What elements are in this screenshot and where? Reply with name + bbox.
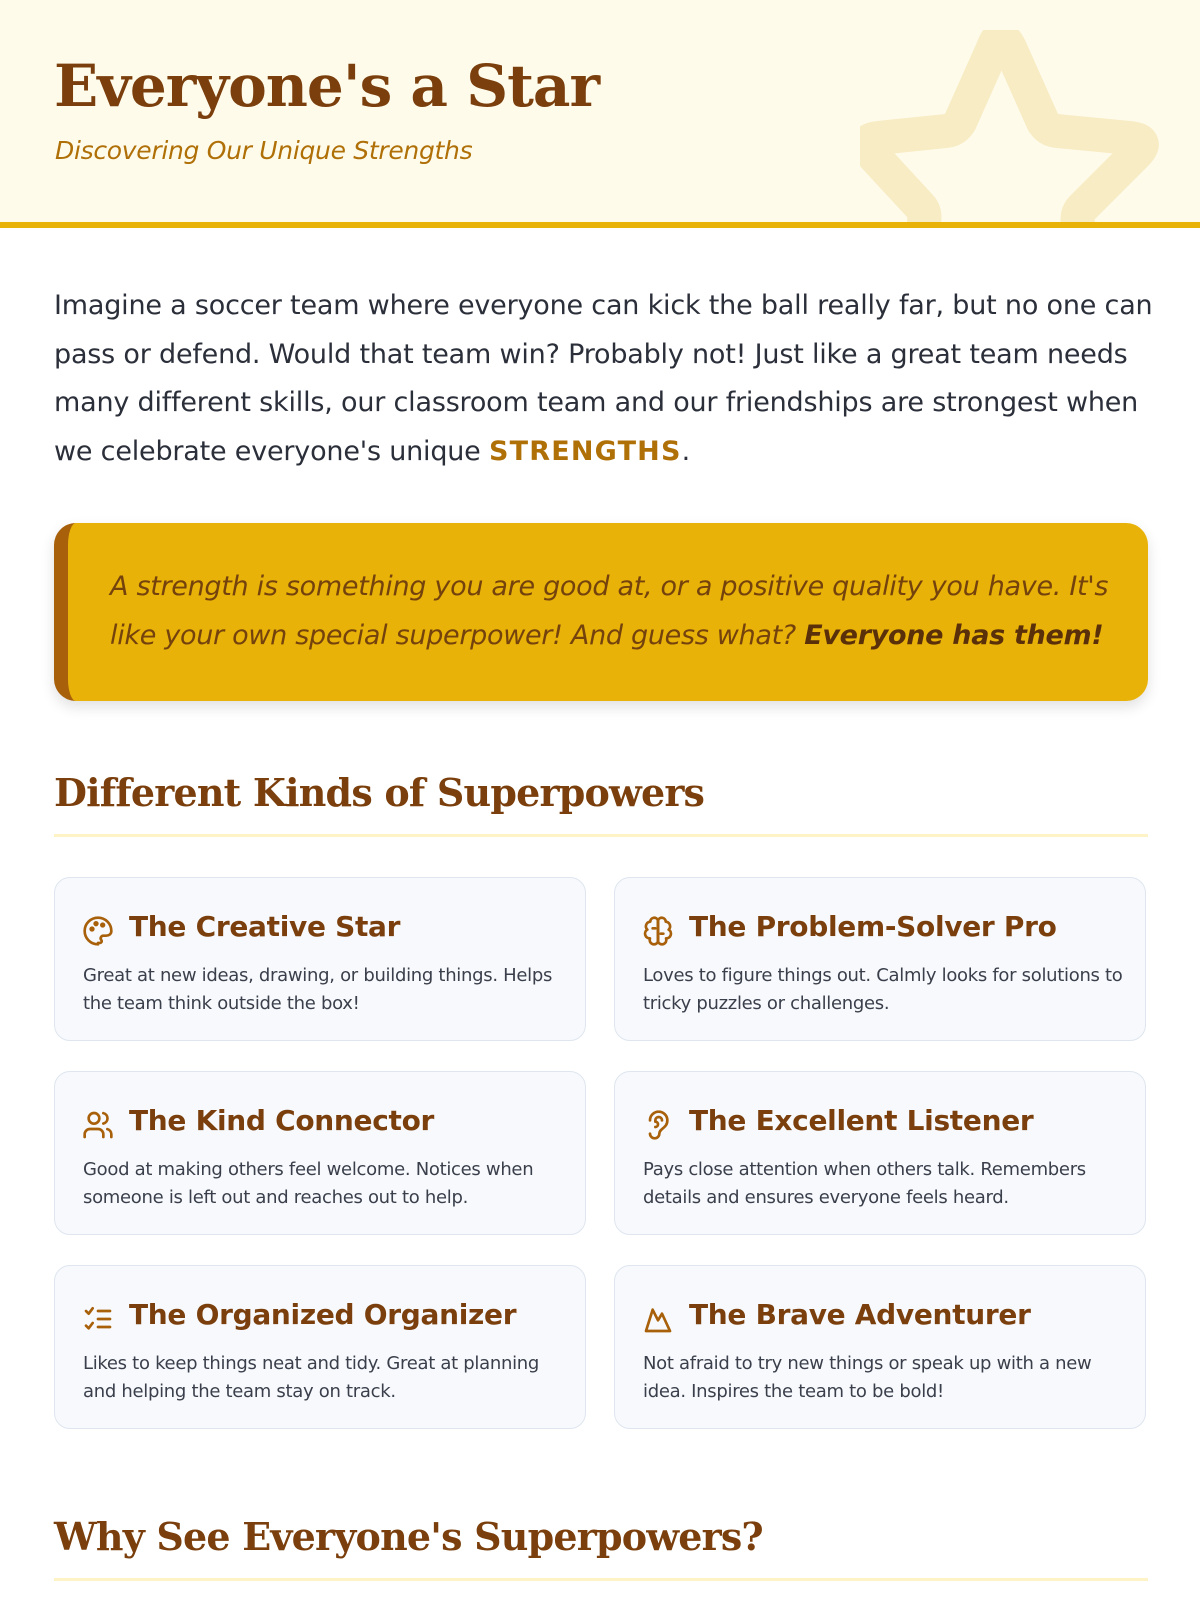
card-title: The Creative Star — [129, 910, 401, 943]
card-title: The Excellent Listener — [689, 1104, 1034, 1137]
page-header — [0, 0, 1200, 228]
card-description: Pays close attention when others talk. Remembers details and ensures everyone feels heard. — [643, 1159, 1086, 1208]
palette-icon — [82, 915, 114, 947]
card-title: The Brave Adventurer — [689, 1298, 1031, 1331]
card-description: Great at new ideas, drawing, or building things. Helps the team think outside the box! — [83, 965, 553, 1014]
intro-text: Imagine a soccer team where everyone can kick the ball really far, but no one can pass or defend. Would that team win? Probably not! Just like a great team needs many different skills, our classroom team and our friendships are strongest when we celebrate everyone's unique — [54, 290, 1153, 467]
card-description: Likes to keep things neat and tidy. Great at planning and helping the team stay on track. — [83, 1353, 540, 1402]
intro-paragraph — [54, 282, 1154, 476]
page-title: Everyone's a Star — [54, 52, 600, 120]
card-problem-solver — [614, 877, 1146, 1041]
card-excellent-listener — [614, 1071, 1146, 1235]
card-description: Good at making others feel welcome. Notices when someone is left out and reaches out to help. — [83, 1159, 534, 1208]
section-divider — [54, 1578, 1148, 1581]
mountain-icon — [642, 1303, 674, 1335]
card-title: The Kind Connector — [129, 1104, 435, 1137]
section-title-superpowers: Different Kinds of Superpowers — [54, 770, 705, 815]
card-kind-connector — [54, 1071, 586, 1235]
users-icon — [82, 1109, 114, 1141]
callout-text: A strength is something you are good at, or a positive quality you have. It's like your own special superpower! And guess what? — [110, 571, 1109, 651]
section-divider — [54, 834, 1148, 837]
ear-icon — [642, 1109, 674, 1141]
star-icon — [860, 30, 1180, 228]
list-checks-icon — [82, 1303, 114, 1335]
card-creative-star — [54, 877, 586, 1041]
definition-callout — [54, 523, 1148, 701]
card-brave-adventurer — [614, 1265, 1146, 1429]
card-organized-organizer — [54, 1265, 586, 1429]
card-title: The Organized Organizer — [129, 1298, 517, 1331]
callout-strong: Everyone has them! — [804, 619, 1104, 651]
card-title: The Problem-Solver Pro — [689, 910, 1057, 943]
brain-icon — [642, 915, 674, 947]
intro-end: . — [681, 435, 691, 467]
intro-highlight: STRENGTHS — [488, 435, 682, 467]
section-title-why: Why See Everyone's Superpowers? — [54, 1514, 763, 1559]
card-description: Loves to figure things out. Calmly looks for solutions to tricky puzzles or challenges. — [643, 965, 1123, 1014]
card-description: Not afraid to try new things or speak up with a new idea. Inspires the team to be bold! — [643, 1353, 1092, 1402]
page-subtitle: Discovering Our Unique Strengths — [55, 136, 473, 165]
